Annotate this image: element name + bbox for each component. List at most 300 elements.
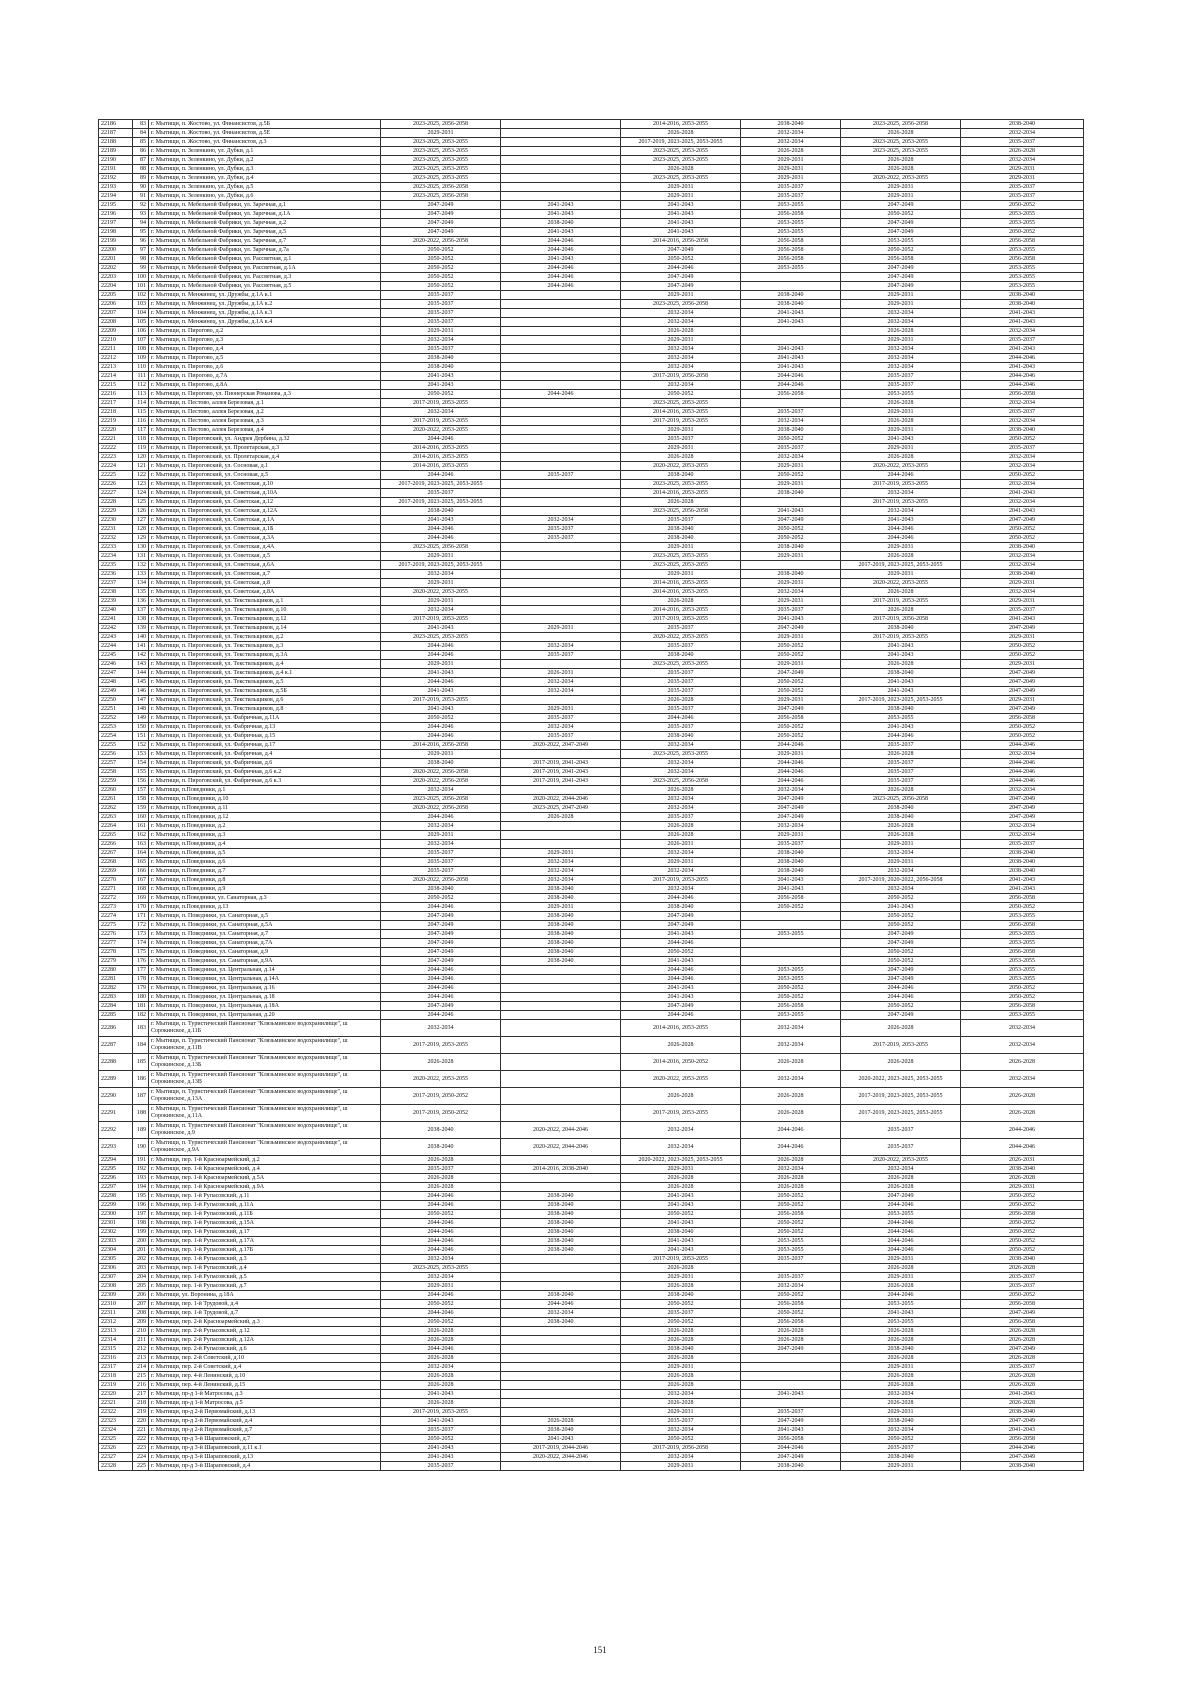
period-1-cell: 2029-2031 — [381, 660, 501, 669]
period-5-cell: 2032-2034 — [841, 1165, 961, 1174]
table-row — [99, 624, 1084, 633]
period-4-cell: 2056-2058 — [741, 1318, 841, 1327]
table-row — [99, 642, 1084, 651]
row-number-cell: 171 — [133, 912, 149, 921]
period-6-cell: 2050-2052 — [961, 471, 1084, 480]
address-cell: г. Мытищи, п. Зеленкино, ул. Дубки, д.4 — [149, 174, 381, 183]
row-id-cell: 22293 — [99, 1139, 133, 1156]
period-1-cell: 2041-2043 — [381, 1417, 501, 1426]
period-1-cell: 2023-2025, 2053-2055 — [381, 633, 501, 642]
period-2-cell: 2029-2031 — [501, 849, 621, 858]
table-row — [99, 354, 1084, 363]
period-2-cell — [501, 1011, 621, 1020]
period-6-cell: 2026-2028 — [961, 1174, 1084, 1183]
period-3-cell: 2026-2028 — [621, 1381, 741, 1390]
period-6-cell: 2026-2028 — [961, 147, 1084, 156]
address-cell: г. Мытищи, п. Менжинец, ул. Дружбы, д.1А к.3 — [149, 309, 381, 318]
period-1-cell: 2044-2046 — [381, 1219, 501, 1228]
row-id-cell: 22246 — [99, 660, 133, 669]
table-row — [99, 507, 1084, 516]
period-2-cell — [501, 786, 621, 795]
period-6-cell: 2041-2043 — [961, 363, 1084, 372]
period-6-cell: 2056-2058 — [961, 237, 1084, 246]
period-1-cell: 2035-2037 — [381, 858, 501, 867]
period-4-cell: 2029-2031 — [741, 174, 841, 183]
period-6-cell: 2047-2049 — [961, 795, 1084, 804]
period-3-cell: 2023-2025, 2056-2058 — [621, 507, 741, 516]
period-1-cell: 2044-2046 — [381, 435, 501, 444]
period-5-cell: 2044-2046 — [841, 471, 961, 480]
period-2-cell — [501, 615, 621, 624]
period-1-cell: 2044-2046 — [381, 723, 501, 732]
period-4-cell: 2056-2058 — [741, 714, 841, 723]
period-1-cell: 2032-2034 — [381, 1255, 501, 1264]
period-2-cell: 2029-2031 — [501, 624, 621, 633]
period-6-cell: 2035-2037 — [961, 336, 1084, 345]
period-4-cell: 2041-2043 — [741, 318, 841, 327]
address-cell: г. Мытищи, пер. 2-й Рупасовский, д.6 — [149, 1345, 381, 1354]
period-4-cell: 2050-2052 — [741, 1219, 841, 1228]
row-number-cell: 125 — [133, 498, 149, 507]
row-number-cell: 198 — [133, 1219, 149, 1228]
period-5-cell: 2023-2025, 2053-2055 — [841, 138, 961, 147]
period-3-cell: 2026-2028 — [621, 1183, 741, 1192]
period-2-cell: 2032-2034 — [501, 642, 621, 651]
row-number-cell: 179 — [133, 984, 149, 993]
row-id-cell: 22280 — [99, 966, 133, 975]
period-5-cell: 2017-2019, 2020-2022, 2056-2058 — [841, 876, 961, 885]
row-number-cell: 213 — [133, 1354, 149, 1363]
period-2-cell — [501, 354, 621, 363]
period-4-cell: 2029-2031 — [741, 597, 841, 606]
period-6-cell: 2050-2052 — [961, 1228, 1084, 1237]
period-5-cell: 2050-2052 — [841, 957, 961, 966]
period-4-cell: 2038-2040 — [741, 120, 841, 129]
period-1-cell: 2023-2025, 2056-2058 — [381, 120, 501, 129]
row-id-cell: 22230 — [99, 516, 133, 525]
period-6-cell: 2032-2034 — [961, 561, 1084, 570]
table-row — [99, 336, 1084, 345]
period-3-cell: 2047-2049 — [621, 1002, 741, 1011]
period-4-cell: 2029-2031 — [741, 750, 841, 759]
address-cell: г. Мытищи, п. Пироговский, ул. Текстильщиков, д.5Б — [149, 687, 381, 696]
address-cell: г. Мытищи, п. Зеленкино, ул. Дубки, д.3 — [149, 165, 381, 174]
period-1-cell: 2044-2046 — [381, 651, 501, 660]
period-6-cell: 2044-2046 — [961, 768, 1084, 777]
period-3-cell: 2041-2043 — [621, 1192, 741, 1201]
period-4-cell: 2038-2040 — [741, 858, 841, 867]
period-4-cell: 2044-2046 — [741, 768, 841, 777]
period-6-cell: 2035-2037 — [961, 606, 1084, 615]
row-number-cell: 111 — [133, 372, 149, 381]
period-4-cell: 2038-2040 — [741, 489, 841, 498]
period-4-cell: 2032-2034 — [741, 1282, 841, 1291]
period-4-cell: 2053-2055 — [741, 1246, 841, 1255]
period-4-cell: 2026-2028 — [741, 1327, 841, 1336]
period-1-cell: 2014-2016, 2053-2055 — [381, 453, 501, 462]
period-3-cell: 2014-2016, 2053-2055 — [621, 408, 741, 417]
address-cell: г. Мытищи, п. Менжинец, ул. Дружбы, д.1А к.2 — [149, 300, 381, 309]
table-row — [99, 1219, 1084, 1228]
row-number-cell: 85 — [133, 138, 149, 147]
address-cell: г. Мытищи, п. Пироговский, ул. Сосновая, д.5 — [149, 471, 381, 480]
period-1-cell: 2050-2052 — [381, 1435, 501, 1444]
period-2-cell — [501, 1462, 621, 1471]
period-5-cell: 2044-2046 — [841, 534, 961, 543]
period-6-cell: 2047-2049 — [961, 813, 1084, 822]
period-3-cell: 2029-2031 — [621, 291, 741, 300]
period-4-cell: 2032-2034 — [741, 1165, 841, 1174]
period-6-cell: 2041-2043 — [961, 345, 1084, 354]
period-2-cell — [501, 372, 621, 381]
period-2-cell — [501, 408, 621, 417]
period-6-cell: 2032-2034 — [961, 480, 1084, 489]
period-6-cell: 2053-2055 — [961, 930, 1084, 939]
period-1-cell: 2023-2025, 2053-2055 — [381, 1264, 501, 1273]
period-6-cell: 2041-2043 — [961, 309, 1084, 318]
period-5-cell: 2050-2052 — [841, 912, 961, 921]
period-5-cell: 2017-2019, 2053-2055 — [841, 480, 961, 489]
row-number-cell: 96 — [133, 237, 149, 246]
table-row — [99, 1354, 1084, 1363]
period-3-cell: 2014-2016, 2053-2055 — [621, 1020, 741, 1037]
period-2-cell: 2038-2040 — [501, 885, 621, 894]
period-4-cell — [741, 561, 841, 570]
period-3-cell: 2023-2025, 2053-2055 — [621, 147, 741, 156]
period-5-cell: 2029-2031 — [841, 1408, 961, 1417]
period-4-cell: 2050-2052 — [741, 534, 841, 543]
table-row — [99, 804, 1084, 813]
period-6-cell: 2035-2037 — [961, 1282, 1084, 1291]
period-2-cell — [501, 543, 621, 552]
period-1-cell: 2041-2043 — [381, 381, 501, 390]
row-number-cell: 207 — [133, 1300, 149, 1309]
period-5-cell: 2032-2034 — [841, 354, 961, 363]
period-4-cell: 2032-2034 — [741, 1020, 841, 1037]
period-3-cell: 2044-2046 — [621, 939, 741, 948]
period-6-cell: 2047-2049 — [961, 1417, 1084, 1426]
period-2-cell: 2032-2034 — [501, 687, 621, 696]
period-2-cell: 2038-2040 — [501, 1201, 621, 1210]
row-id-cell: 22312 — [99, 1318, 133, 1327]
period-6-cell: 2032-2034 — [961, 552, 1084, 561]
period-3-cell: 2017-2019, 2053-2055 — [621, 1255, 741, 1264]
table-row — [99, 237, 1084, 246]
period-5-cell: 2026-2028 — [841, 1020, 961, 1037]
period-6-cell: 2056-2058 — [961, 714, 1084, 723]
period-2-cell — [501, 1408, 621, 1417]
row-id-cell: 22264 — [99, 822, 133, 831]
period-5-cell: 2041-2043 — [841, 687, 961, 696]
row-id-cell: 22235 — [99, 561, 133, 570]
row-number-cell: 161 — [133, 822, 149, 831]
period-4-cell: 2056-2058 — [741, 1435, 841, 1444]
period-4-cell: 2029-2031 — [741, 579, 841, 588]
row-number-cell: 105 — [133, 318, 149, 327]
table-row — [99, 1327, 1084, 1336]
row-id-cell: 22186 — [99, 120, 133, 129]
period-6-cell: 2038-2040 — [961, 570, 1084, 579]
table-row — [99, 192, 1084, 201]
address-cell: г. Мытищи, п. Пироговский, ул. Текстильщиков, д.4 — [149, 660, 381, 669]
period-6-cell: 2053-2055 — [961, 957, 1084, 966]
period-3-cell: 2035-2037 — [621, 642, 741, 651]
row-number-cell: 138 — [133, 615, 149, 624]
period-2-cell: 2017-2019, 2041-2043 — [501, 768, 621, 777]
period-6-cell: 2050-2052 — [961, 1291, 1084, 1300]
address-cell: г. Мытищи, пер. 1-й Красноармейский, д.5А — [149, 1174, 381, 1183]
table-row — [99, 399, 1084, 408]
period-6-cell: 2041-2043 — [961, 489, 1084, 498]
period-3-cell: 2014-2016, 2053-2055 — [621, 120, 741, 129]
period-2-cell — [501, 660, 621, 669]
period-2-cell — [501, 120, 621, 129]
table-row — [99, 858, 1084, 867]
row-number-cell: 140 — [133, 633, 149, 642]
address-cell: г. Мытищи, п. Пирогово, д.2 — [149, 327, 381, 336]
row-id-cell: 22257 — [99, 759, 133, 768]
row-id-cell: 22209 — [99, 327, 133, 336]
period-6-cell: 2026-2031 — [961, 1156, 1084, 1165]
period-4-cell: 2044-2046 — [741, 372, 841, 381]
period-4-cell: 2038-2040 — [741, 543, 841, 552]
period-2-cell: 2038-2040 — [501, 1318, 621, 1327]
period-3-cell: 2023-2025, 2053-2055 — [621, 660, 741, 669]
address-cell: г. Мытищи, п. Мебельной Фабрики, ул. Рассветная, д.1 — [149, 255, 381, 264]
period-1-cell: 2044-2046 — [381, 813, 501, 822]
address-cell: г. Мытищи, п. Пироговский, ул. Текстильщиков, д.3 — [149, 642, 381, 651]
period-1-cell: 2047-2049 — [381, 912, 501, 921]
table-row — [99, 768, 1084, 777]
table-row — [99, 912, 1084, 921]
address-cell: г. Мытищи, п. Пироговский, ул. Текстильщиков, д.10 — [149, 606, 381, 615]
row-number-cell: 98 — [133, 255, 149, 264]
period-5-cell: 2029-2031 — [841, 426, 961, 435]
period-2-cell: 2023-2025, 2047-2049 — [501, 804, 621, 813]
table-row — [99, 1020, 1084, 1037]
table-row — [99, 759, 1084, 768]
address-cell: г. Мытищи, п. Поведники, ул. Центральная, д.18 — [149, 993, 381, 1002]
period-2-cell: 2026-2031 — [501, 669, 621, 678]
period-5-cell: 2017-2019, 2053-2055 — [841, 597, 961, 606]
period-2-cell — [501, 822, 621, 831]
table-row — [99, 876, 1084, 885]
period-5-cell: 2038-2040 — [841, 1345, 961, 1354]
period-1-cell: 2047-2049 — [381, 1002, 501, 1011]
address-cell: г. Мытищи, п. Пироговский, ул. Текстильщиков, д.3А — [149, 651, 381, 660]
period-5-cell: 2041-2043 — [841, 435, 961, 444]
table-row — [99, 1037, 1084, 1054]
address-cell: г. Мытищи, пр-д 1-й Матросова, д.5 — [149, 1399, 381, 1408]
period-4-cell: 2026-2028 — [741, 1336, 841, 1345]
period-1-cell: 2032-2034 — [381, 840, 501, 849]
row-id-cell: 22277 — [99, 939, 133, 948]
period-3-cell: 2032-2034 — [621, 363, 741, 372]
period-1-cell: 2020-2022, 2053-2055 — [381, 1071, 501, 1088]
table-row — [99, 1435, 1084, 1444]
period-5-cell: 2050-2052 — [841, 246, 961, 255]
row-id-cell: 22284 — [99, 1002, 133, 1011]
period-6-cell: 2053-2055 — [961, 912, 1084, 921]
row-number-cell: 153 — [133, 750, 149, 759]
table-row — [99, 579, 1084, 588]
period-2-cell — [501, 1037, 621, 1054]
period-6-cell: 2026-2028 — [961, 1381, 1084, 1390]
period-2-cell: 2044-2046 — [501, 246, 621, 255]
table-row — [99, 732, 1084, 741]
period-3-cell: 2035-2037 — [621, 678, 741, 687]
row-number-cell: 185 — [133, 1054, 149, 1071]
row-number-cell: 180 — [133, 993, 149, 1002]
table-row — [99, 453, 1084, 462]
address-cell: г. Мытищи, п.Поведники, д.4 — [149, 840, 381, 849]
row-id-cell: 22305 — [99, 1255, 133, 1264]
period-1-cell: 2032-2034 — [381, 1363, 501, 1372]
address-cell: г. Мытищи, п. Пестово, аллея Березовая, д.1 — [149, 399, 381, 408]
row-number-cell: 218 — [133, 1399, 149, 1408]
period-3-cell: 2029-2031 — [621, 1165, 741, 1174]
period-1-cell: 2044-2046 — [381, 1246, 501, 1255]
period-6-cell: 2026-2028 — [961, 1372, 1084, 1381]
period-1-cell: 2050-2052 — [381, 1210, 501, 1219]
period-5-cell: 2026-2028 — [841, 750, 961, 759]
row-number-cell: 101 — [133, 282, 149, 291]
table-row — [99, 300, 1084, 309]
period-6-cell: 2032-2034 — [961, 156, 1084, 165]
row-id-cell: 22251 — [99, 705, 133, 714]
row-id-cell: 22221 — [99, 435, 133, 444]
period-4-cell: 2050-2052 — [741, 732, 841, 741]
row-id-cell: 22286 — [99, 1020, 133, 1037]
address-cell: г. Мытищи, пер. 4-й Ленинский, д.10 — [149, 1372, 381, 1381]
row-id-cell: 22318 — [99, 1372, 133, 1381]
period-6-cell: 2032-2034 — [961, 453, 1084, 462]
period-6-cell: 2035-2037 — [961, 192, 1084, 201]
address-cell: г. Мытищи, пр-д 2-й Первомайский, д.4 — [149, 1417, 381, 1426]
table-row — [99, 1201, 1084, 1210]
period-6-cell: 2032-2034 — [961, 786, 1084, 795]
period-5-cell: 2050-2052 — [841, 921, 961, 930]
period-3-cell: 2023-2025, 2053-2055 — [621, 156, 741, 165]
period-1-cell: 2041-2043 — [381, 1444, 501, 1453]
table-row — [99, 669, 1084, 678]
period-6-cell: 2029-2031 — [961, 597, 1084, 606]
row-number-cell: 224 — [133, 1453, 149, 1462]
row-number-cell: 163 — [133, 840, 149, 849]
period-4-cell — [741, 399, 841, 408]
period-1-cell: 2026-2028 — [381, 1327, 501, 1336]
period-6-cell: 2050-2052 — [961, 1246, 1084, 1255]
period-3-cell: 2023-2025, 2053-2055 — [621, 561, 741, 570]
period-4-cell: 2056-2058 — [741, 1300, 841, 1309]
period-3-cell: 2032-2034 — [621, 849, 741, 858]
table-row — [99, 1372, 1084, 1381]
period-4-cell: 2041-2043 — [741, 1426, 841, 1435]
period-3-cell: 2017-2019, 2053-2055 — [621, 417, 741, 426]
address-cell: г. Мытищи, пер. 1-й Красноармейский, д.2 — [149, 1156, 381, 1165]
row-id-cell: 22190 — [99, 156, 133, 165]
period-4-cell — [741, 921, 841, 930]
period-1-cell: 2038-2040 — [381, 507, 501, 516]
row-number-cell: 225 — [133, 1462, 149, 1471]
row-id-cell: 22271 — [99, 885, 133, 894]
period-3-cell: 2017-2019, 2056-2058 — [621, 372, 741, 381]
period-3-cell: 2050-2052 — [621, 1210, 741, 1219]
row-id-cell: 22303 — [99, 1237, 133, 1246]
period-4-cell: 2032-2034 — [741, 1071, 841, 1088]
period-4-cell: 2029-2031 — [741, 660, 841, 669]
address-cell: г. Мытищи, пер. 1-й Красноармейский, д.9А — [149, 1183, 381, 1192]
row-number-cell: 157 — [133, 786, 149, 795]
period-1-cell: 2044-2046 — [381, 1345, 501, 1354]
period-1-cell: 2044-2046 — [381, 678, 501, 687]
period-3-cell: 2017-2019, 2056-2058 — [621, 1444, 741, 1453]
period-3-cell: 2029-2031 — [621, 1408, 741, 1417]
period-4-cell: 2041-2043 — [741, 885, 841, 894]
period-4-cell: 2035-2037 — [741, 1273, 841, 1282]
address-cell: г. Мытищи, п. Пироговский, ул. Фабричная, д.15 — [149, 732, 381, 741]
period-2-cell — [501, 1255, 621, 1264]
period-6-cell: 2038-2040 — [961, 120, 1084, 129]
table-row — [99, 1282, 1084, 1291]
table-row — [99, 1390, 1084, 1399]
period-6-cell: 2044-2046 — [961, 1139, 1084, 1156]
period-4-cell: 2050-2052 — [741, 642, 841, 651]
period-6-cell: 2044-2046 — [961, 372, 1084, 381]
period-3-cell: 2032-2034 — [621, 1390, 741, 1399]
period-2-cell — [501, 138, 621, 147]
row-number-cell: 102 — [133, 291, 149, 300]
period-5-cell: 2041-2043 — [841, 678, 961, 687]
period-2-cell: 2017-2019, 2041-2043 — [501, 759, 621, 768]
period-4-cell: 2050-2052 — [741, 525, 841, 534]
period-5-cell: 2050-2052 — [841, 210, 961, 219]
period-3-cell: 2026-2028 — [621, 822, 741, 831]
table-row — [99, 426, 1084, 435]
period-4-cell: 2041-2043 — [741, 345, 841, 354]
address-cell: г. Мытищи, пер. 1-й Рупасовский, д.4 — [149, 1264, 381, 1273]
period-6-cell: 2032-2034 — [961, 1037, 1084, 1054]
period-5-cell: 2044-2046 — [841, 732, 961, 741]
row-number-cell: 167 — [133, 876, 149, 885]
period-6-cell: 2038-2040 — [961, 291, 1084, 300]
period-2-cell: 2044-2046 — [501, 282, 621, 291]
period-2-cell: 2044-2046 — [501, 1300, 621, 1309]
row-number-cell: 202 — [133, 1255, 149, 1264]
period-4-cell: 2035-2037 — [741, 183, 841, 192]
address-cell: г. Мытищи, пер. 1-й Рупасовский, д.17 — [149, 1228, 381, 1237]
row-id-cell: 22319 — [99, 1381, 133, 1390]
period-3-cell: 2023-2025, 2053-2055 — [621, 399, 741, 408]
period-2-cell — [501, 579, 621, 588]
row-number-cell: 210 — [133, 1327, 149, 1336]
period-5-cell: 2020-2022, 2023-2025, 2053-2055 — [841, 1071, 961, 1088]
period-2-cell: 2038-2040 — [501, 219, 621, 228]
period-1-cell: 2032-2034 — [381, 786, 501, 795]
period-2-cell — [501, 1020, 621, 1037]
row-number-cell: 149 — [133, 714, 149, 723]
period-4-cell: 2044-2046 — [741, 741, 841, 750]
period-6-cell: 2041-2043 — [961, 507, 1084, 516]
period-2-cell: 2035-2037 — [501, 534, 621, 543]
table-row — [99, 1255, 1084, 1264]
period-3-cell: 2023-2025, 2056-2058 — [621, 300, 741, 309]
table-row — [99, 372, 1084, 381]
period-3-cell: 2026-2031 — [621, 840, 741, 849]
row-number-cell: 146 — [133, 687, 149, 696]
period-3-cell: 2026-2028 — [621, 498, 741, 507]
row-number-cell: 139 — [133, 624, 149, 633]
